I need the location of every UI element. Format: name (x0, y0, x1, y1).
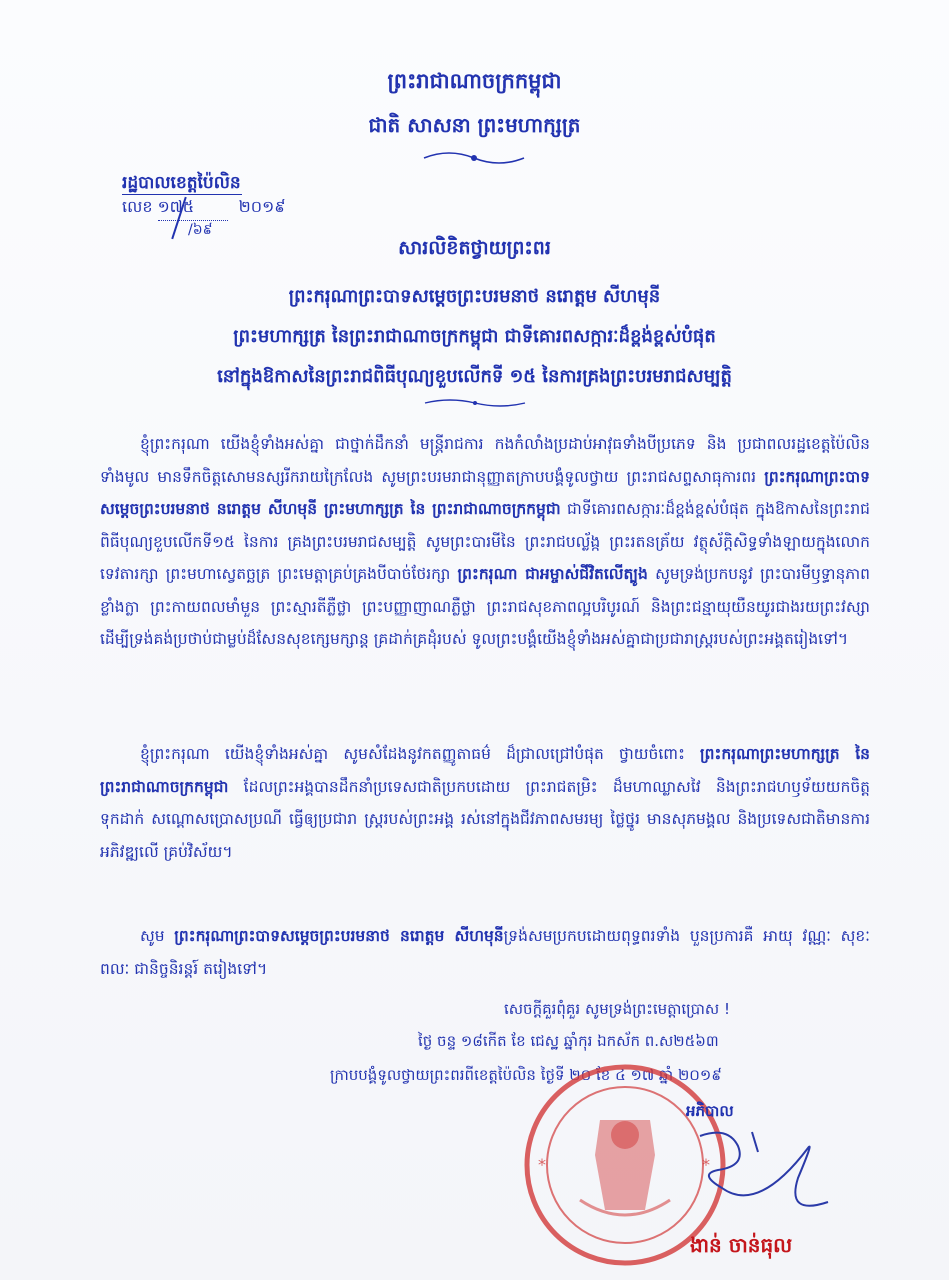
ministry-name: រដ្ឋបាលខេត្តប៉ៃលិន (122, 173, 241, 193)
kingdom-header: ព្រះរាជាណាចក្រកម្ពុជា (387, 69, 562, 93)
paragraph-1 (100, 428, 870, 656)
p1-text-a: ខ្ញុំព្រះករុណា យើងខ្ញុំទាំងអស់គ្នា ជាថ្នាក់ដឹកនាំ មន្ត្រីរាជការ កងកំលាំងប្រដាប់អាវុធទាំងបីប្រភេទ និង ប្រជាពលរដ្ឋខេត្តប៉ៃលិនទាំងមូល មានទឹកចិត្តសោមនស្សរីករាយក្រៃលែង សូមព្រះបរមរាជានុញ្ញាតក្រាបបង្គំទូលថ្វាយ ព្រះរាជសព្ទសាធុការពរ (100, 435, 870, 486)
reference-sub: /៦៩ (188, 222, 213, 238)
letter-title: សារលិខិតថ្វាយព្រះពរ (398, 237, 551, 259)
reference-num: ១៧៥ (158, 196, 228, 221)
p3-highlight: ព្រះករុណាព្រះបាទសម្តេចព្រះបរមនាថ នរោត្តម សីហមុនី (174, 927, 504, 945)
p1-text-c: សូមទ្រង់ប្រកបនូវ ព្រះបារមីឫទ្ធានុភាពខ្លាំងក្លា ព្រះកាយពលមាំមួន ព្រះស្មារតីភ្លឺថ្លា ព្រះបញ្ញាញាណភ្លឺថ្លា ព្រះរាជសុខភាពល្អបរិបូរណ៍ និងព្រះជន្មាយុយឺនយូរជាងរយព្រះវស្សា ដើម្បីទ្រង់គង់ប្រថាប់ជាម្លប់ដ៏សែនសុខក្សេមក្សាន្ត គ្រដាក់គ្រដុំរបស់ ទូលព្រះបង្គំយើងខ្ញុំទាំងអស់គ្នាជាប្រជារាស្ត្ររបស់ព្រះអង្គតរៀងទៅ។ (100, 565, 870, 648)
signature-icon (688, 1118, 838, 1228)
paragraph-2 (100, 738, 870, 868)
header-ornament-icon (414, 148, 534, 168)
addressee-title: ព្រះមហាក្សត្រ នៃព្រះរាជាណាចក្រកម្ពុជា ជាទីគោរពសក្ការៈដ៏ខ្ពង់ខ្ពស់បំផុត (233, 326, 716, 347)
lunar-date: ថ្ងៃ ចន្ទ ១៨កើត ខែ ជេស្ឋ ឆ្នាំកុរ ឯកស័ក ព.ស២៥៦៣ (418, 1032, 719, 1050)
signer-name: ងាន់ ចាន់ធុល (690, 1233, 793, 1257)
solar-date: ក្រាបបង្គំទូលថ្វាយព្រះពរពីខេត្តប៉ៃលិន ថ្ងៃទី ២០ ខែ ៤ ១៧ ឆ្នាំ ២០១៩ (330, 1066, 722, 1084)
divider-ornament-icon (420, 396, 530, 410)
p3-text-a: សូម (140, 927, 175, 945)
occasion-line: នៅក្នុងឱកាសនៃព្រះរាជពិធីបុណ្យខួបលើកទី ១៥ នៃការគ្រងព្រះបរមរាជសម្បត្តិ (217, 366, 732, 387)
svg-text:*: * (538, 1155, 546, 1174)
svg-text:*: * (702, 1155, 710, 1174)
ministry-underline (122, 194, 242, 195)
reference-prefix: លេខ (122, 197, 153, 216)
closing-respect: សេចក្តីគួរពុំគួរ សូមទ្រង់ព្រះមេត្តាប្រោស ! (504, 1000, 730, 1018)
governor-label: អភិបាល (686, 1102, 734, 1120)
p1-highlight-a: ព្រះករុណាព្រះបាទសម្តេចព្រះបរមនាថ នរោត្តម សីហមុនី ព្រះមហាក្សត្រ នៃ ព្រះរាជាណាចក្រកម្ពុជា (100, 467, 870, 518)
reference-number (122, 196, 286, 221)
reference-year: ២០១៩ (238, 197, 286, 216)
addressee-line: ព្រះករុណាព្រះបាទសម្តេចព្រះបរមនាថ នរោត្តម សីហមុនី (288, 286, 661, 307)
p3-text-b: ទ្រង់សមប្រកបដោយពុទ្ធពរទាំង បួនប្រការគឺ អាយុ វណ្ណៈ សុខៈ ពលៈ ជានិច្ចនិរន្តរ៍ តរៀងទៅ។ (100, 927, 870, 978)
p2-text-a: ខ្ញុំព្រះករុណា យើងខ្ញុំទាំងអស់គ្នា សូមសំដែងនូវកតញ្ញូតាធម៌ ដ៏ជ្រាលជ្រៅបំផុត ថ្វាយចំពោះ (140, 745, 701, 763)
p1-highlight-b: ព្រះករុណា ជាអម្ចាស់ជីវិតលើត្បូង (457, 565, 648, 583)
p1-text-b: ជាទីគោរពសក្ការៈដ៏ខ្ពង់ខ្ពស់បំផុត ក្នុងឱកាសនៃព្រះរាជពិធីបុណ្យខួបលើកទី១៥ នៃការ គ្រងព្រះបរមរាជសម្បត្តិ សូមព្រះបារមីនៃ ព្រះរាជបល្ល័ង្ក ព្រះរតនត្រ័យ វត្ថុស័ក្តិសិទ្ធទាំងឡាយក្នុងលោក ទេវតារក្សា ព្រះមហាស្វេតច្ឆត្រ ព្រះមេត្តាគ្រប់គ្រងបីបាច់ថែរក្សា (100, 500, 871, 583)
p2-highlight: ព្រះករុណាព្រះមហាក្សត្រ នៃព្រះរាជាណាចក្រកម្ពុជា (100, 745, 870, 796)
paragraph-3 (100, 920, 870, 985)
motto-header: ជាតិ សាសនា ព្រះមហាក្សត្រ (368, 113, 581, 137)
p2-text-b: ដែលព្រះអង្គបានដឹកនាំប្រទេសជាតិប្រកបដោយ ព្រះរាជតម្រិះ ដ៏មហាឈ្លាសវៃ និងព្រះរាជហឫទ័យយកចិត្តទុកដាក់ សណ្តោសប្រោសប្រណី ធ្វើឲ្យប្រជារា ស្ត្ររបស់ព្រះអង្គ រស់នៅក្នុងជីវភាពសមរម្យ ថ្លៃថ្នូរ មានសុភមង្គល និងប្រទេសជាតិមានការអភិវឌ្ឍលើ គ្រប់វិស័យ។ (100, 777, 870, 861)
